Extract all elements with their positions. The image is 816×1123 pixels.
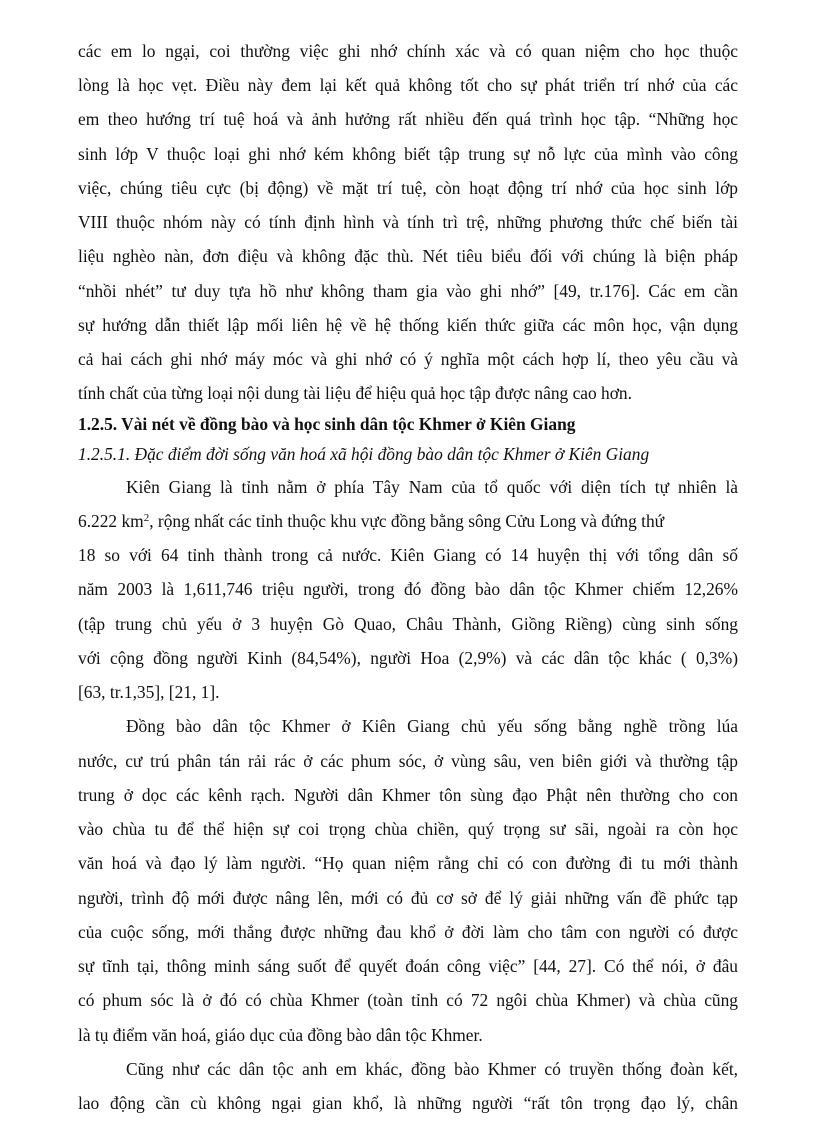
paragraph-line: em theo hướng trí tuệ hoá và ảnh hưởng rất nhiều đến quá trình học tập. “Những học <box>78 109 738 129</box>
paragraph-line: VIII thuộc nhóm này có tính định hình và tính trì trệ, những phương thức chế biến tài <box>78 212 738 232</box>
subsection-heading: 1.2.5.1. Đặc điểm đời sống văn hoá xã hội đồng bào dân tộc Khmer ở Kiên Giang <box>78 444 650 464</box>
paragraph-line: [63, tr.1,35], [21, 1]. <box>78 682 220 702</box>
paragraph-line: Kiên Giang là tỉnh nằm ở phía Tây Nam của tổ quốc với diện tích tự nhiên là <box>126 477 738 497</box>
paragraph-line: người, trình độ mới được nâng lên, mới có đủ cơ sở để lý giải những vấn đề phức tạp <box>78 888 738 908</box>
paragraph-line: Đồng bào dân tộc Khmer ở Kiên Giang chủ yếu sống bằng nghề trồng lúa <box>126 716 738 736</box>
area-value: 6.222 km <box>78 511 144 531</box>
paragraph-line: vào chùa tu để thể hiện sự coi trọng chùa chiền, quý trọng sư sãi, ngoài ra còn học <box>78 819 738 839</box>
paragraph-line: trung ở dọc các kênh rạch. Người dân Khmer tôn sùng đạo Phật nên thường cho con <box>78 785 738 805</box>
paragraph-line <box>78 511 738 531</box>
superscript: 2 <box>143 512 150 524</box>
paragraph-line: 18 so với 64 tỉnh thành trong cả nước. Kiên Giang có 14 huyện thị với tổng dân số <box>78 545 738 565</box>
line-text: , rộng nhất các tỉnh thuộc khu vực đồng bằng sông Cửu Long và đứng thứ <box>149 511 665 531</box>
paragraph-line: tính chất của từng loại nội dung tài liệu để hiệu quả học tập được nâng cao hơn. <box>78 383 632 403</box>
paragraph-line: nước, cư trú phân tán rải rác ở các phum sóc, ở vùng sâu, ven biên giới và thường tập <box>78 751 738 771</box>
paragraph-line: lòng là học vẹt. Điều này đem lại kết quả không tốt cho sự phát triển trí nhớ của các <box>78 75 738 95</box>
paragraph-line: các em lo ngại, coi thường việc ghi nhớ chính xác và có quan niệm cho học thuộc <box>78 41 738 61</box>
paragraph-line: sinh lớp V thuộc loại ghi nhớ kém không biết tập trung sự nỗ lực của mình vào công <box>78 144 738 164</box>
paragraph-line: “nhồi nhét” tư duy tựa hồ như không tham gia vào ghi nhớ” [49, tr.176]. Các em cần <box>78 281 738 301</box>
paragraph-line: Cũng như các dân tộc anh em khác, đồng bào Khmer có truyền thống đoàn kết, <box>126 1059 738 1079</box>
paragraph-line: văn hoá và đạo lý làm người. “Họ quan niệm rằng chỉ có con đường đi tu mới thành <box>78 853 738 873</box>
section-heading: 1.2.5. Vài nét về đồng bào và học sinh dân tộc Khmer ở Kiên Giang <box>78 414 576 434</box>
paragraph-line: năm 2003 là 1,611,746 triệu người, trong đó đồng bào dân tộc Khmer chiếm 12,26% <box>78 579 738 599</box>
paragraph-line: sự tĩnh tại, thông minh sáng suốt để quyết đoán công việc” [44, 27]. Có thể nói, ở đâu <box>78 956 738 976</box>
paragraph-line: việc, chúng tiêu cực (bị động) về mặt trí tuệ, còn hoạt động trí nhớ của học sinh lớp <box>78 178 738 198</box>
paragraph-line: lao động cần cù không ngại gian khổ, là những người “rất tôn trọng đạo lý, chân <box>78 1093 738 1113</box>
paragraph-line: là tụ điểm văn hoá, giáo dục của đồng bào dân tộc Khmer. <box>78 1025 483 1045</box>
paragraph-line: có phum sóc là ở đó có chùa Khmer (toàn tỉnh có 72 ngôi chùa Khmer) và chùa cũng <box>78 990 738 1010</box>
paragraph-line: của cuộc sống, mới thắng được những đau khổ ở đời làm cho tâm con người có được <box>78 922 738 942</box>
paragraph-line: sự hướng dẫn thiết lập mối liên hệ về hệ thống kiến thức giữa các môn học, vận dụng <box>78 315 738 335</box>
paragraph-line: liệu nghèo nàn, đơn điệu và không đặc thù. Nét tiêu biểu đối với chúng là biện pháp <box>78 246 738 266</box>
paragraph-line: với cộng đồng người Kinh (84,54%), người Hoa (2,9%) và các dân tộc khác ( 0,3%) <box>78 648 738 668</box>
paragraph-line: cả hai cách ghi nhớ máy móc và ghi nhớ có ý nghĩa một cách hợp lí, theo yêu cầu và <box>78 349 738 369</box>
paragraph-line: (tập trung chủ yếu ở 3 huyện Gò Quao, Châu Thành, Giồng Riềng) cùng sinh sống <box>78 614 738 634</box>
